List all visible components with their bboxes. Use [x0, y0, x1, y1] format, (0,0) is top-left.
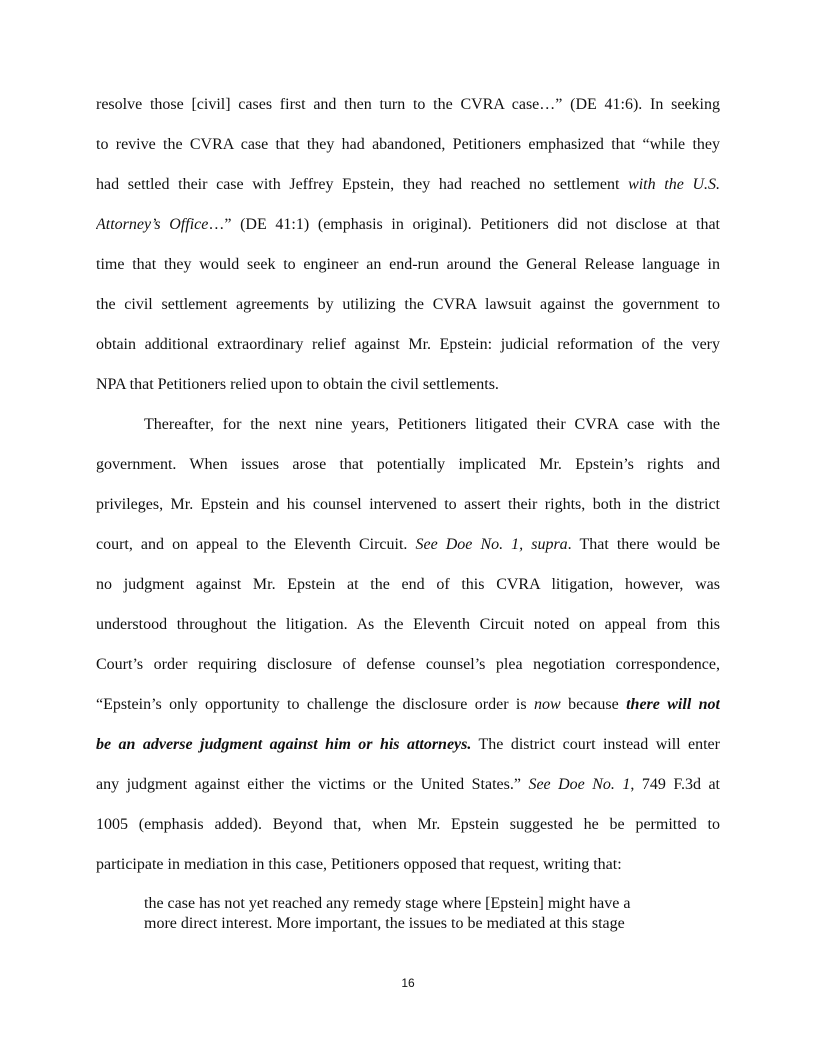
body-text-line: the civil settlement agreements by utilizing the CVRA lawsuit against the government to [96, 296, 720, 313]
body-text-line: obtain additional extraordinary relief against Mr. Epstein: judicial reformation of the very [96, 336, 720, 353]
body-text-line: be an adverse judgment against him or his attorneys. The district court instead will enter [96, 736, 720, 753]
body-text-line: time that they would seek to engineer an end-run around the General Release language in [96, 256, 720, 273]
body-text-line: Court’s order requiring disclosure of defense counsel’s plea negotiation correspondence, [96, 656, 720, 673]
body-text-line: understood throughout the litigation. As the Eleventh Circuit noted on appeal from this [96, 616, 720, 633]
block-quote-line: more direct interest. More important, the issues to be mediated at this stage [144, 915, 625, 932]
body-text-line: to revive the CVRA case that they had abandoned, Petitioners emphasized that “while they [96, 136, 720, 153]
body-text-line: Thereafter, for the next nine years, Petitioners litigated their CVRA case with the [144, 416, 720, 433]
body-text-line: any judgment against either the victims or the United States.” See Doe No. 1, 749 F.3d at [96, 776, 720, 793]
body-text-line: resolve those [civil] cases first and then turn to the CVRA case…” (DE 41:6). In seeking [96, 96, 720, 113]
body-text-line: no judgment against Mr. Epstein at the end of this CVRA litigation, however, was [96, 576, 720, 593]
body-text-line: Attorney’s Office…” (DE 41:1) (emphasis in original). Petitioners did not disclose at that [96, 216, 720, 233]
body-text-line: 1005 (emphasis added). Beyond that, when Mr. Epstein suggested he be permitted to [96, 816, 720, 833]
block-quote-line: the case has not yet reached any remedy stage where [Epstein] might have a [144, 895, 631, 912]
body-text-line: “Epstein’s only opportunity to challenge the disclosure order is now because there will not [96, 696, 720, 713]
body-text-line: government. When issues arose that potentially implicated Mr. Epstein’s rights and [96, 456, 720, 473]
body-text-line: participate in mediation in this case, Petitioners opposed that request, writing that: [96, 856, 622, 873]
body-text-line: NPA that Petitioners relied upon to obtain the civil settlements. [96, 376, 499, 393]
body-text-line: privileges, Mr. Epstein and his counsel intervened to assert their rights, both in the district [96, 496, 720, 513]
body-text-line: court, and on appeal to the Eleventh Circuit. See Doe No. 1, supra. That there would be [96, 536, 720, 553]
body-text-line: had settled their case with Jeffrey Epstein, they had reached no settlement with the U.S. [96, 176, 720, 193]
page-number: 16 [401, 976, 415, 990]
